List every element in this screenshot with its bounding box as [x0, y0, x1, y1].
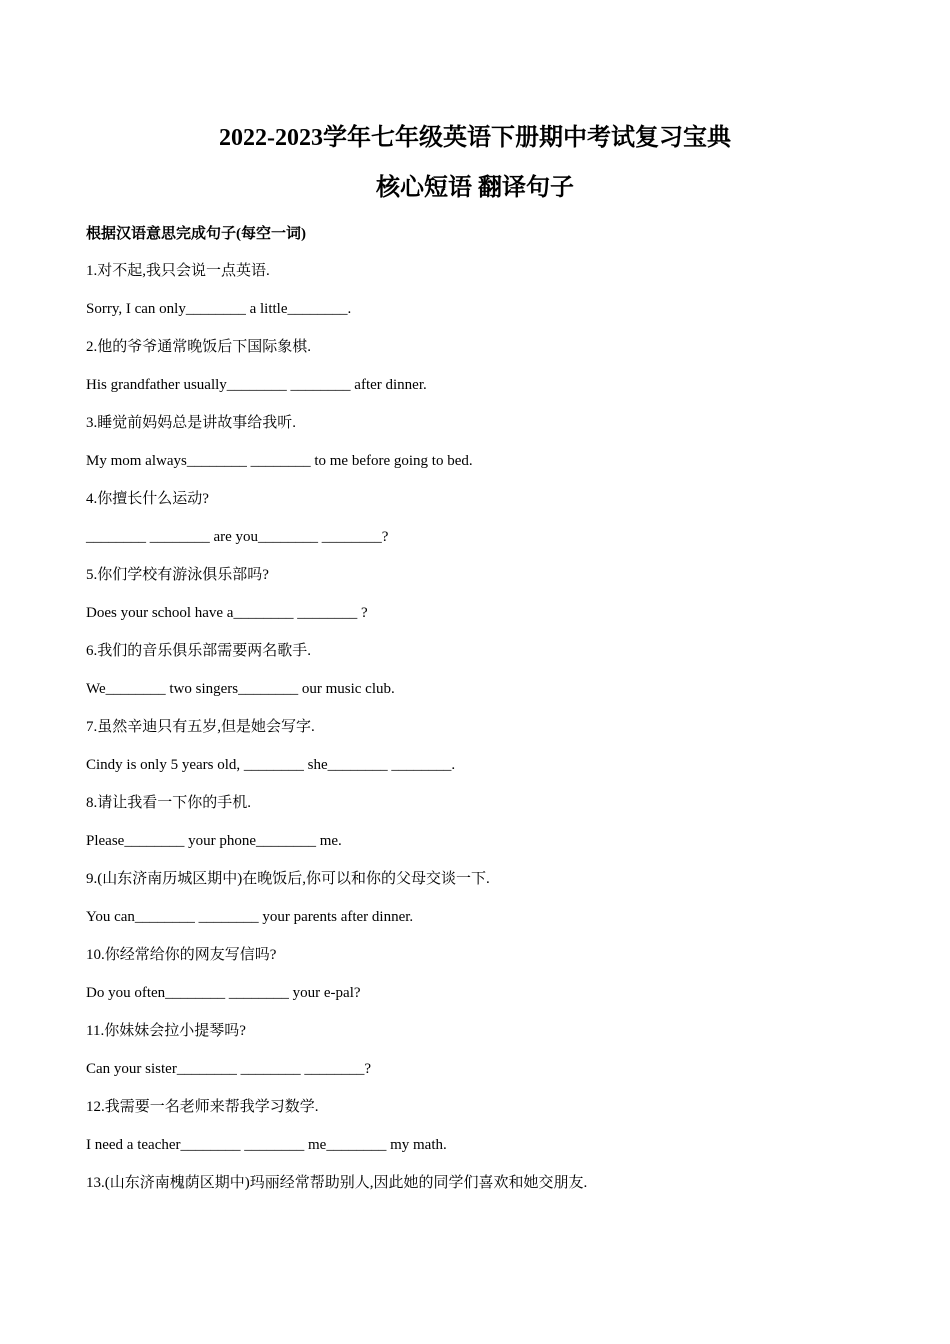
chinese-prompt: 13.(山东济南槐荫区期中)玛丽经常帮助别人,因此她的同学们喜欢和她交朋友. — [86, 1175, 588, 1191]
english-sentence: You can________ ________ your parents after dinner. — [86, 909, 414, 925]
exercise-item-7 — [86, 715, 876, 791]
english-sentence: We________ two singers________ our music club. — [86, 681, 395, 697]
chinese-prompt: 8.请让我看一下你的手机. — [86, 795, 252, 811]
exercise-item-2 — [86, 335, 876, 411]
chinese-prompt: 9.(山东济南历城区期中)在晚饭后,你可以和你的父母交谈一下. — [86, 871, 490, 887]
exercise-item-10 — [86, 943, 876, 1019]
english-sentence: Can your sister________ ________ ________? — [86, 1061, 371, 1077]
chinese-prompt: 1.对不起,我只会说一点英语. — [86, 263, 270, 279]
chinese-prompt: 7.虽然辛迪只有五岁,但是她会写字. — [86, 719, 315, 735]
chinese-prompt: 2.他的爷爷通常晚饭后下国际象棋. — [86, 339, 312, 355]
chinese-prompt: 10.你经常给你的网友写信吗? — [86, 947, 277, 963]
exercise-item-9 — [86, 867, 876, 943]
exercise-item-13 — [86, 1171, 876, 1209]
section-instruction: 根据汉语意思完成句子(每空一词) — [86, 226, 306, 242]
english-sentence: Sorry, I can only________ a little________. — [86, 301, 352, 317]
english-sentence: Do you often________ ________ your e-pal? — [86, 985, 361, 1001]
english-sentence: Please________ your phone________ me. — [86, 833, 342, 849]
english-sentence: My mom always________ ________ to me before going to bed. — [86, 453, 473, 469]
exercise-item-1 — [86, 259, 876, 335]
chinese-prompt: 11.你妹妹会拉小提琴吗? — [86, 1023, 246, 1039]
exercise-item-6 — [86, 639, 876, 715]
english-sentence: ________ ________ are you________ ________? — [86, 529, 389, 545]
document-title: 2022-2023学年七年级英语下册期中考试复习宝典 — [219, 125, 731, 151]
document-subtitle: 核心短语 翻译句子 — [376, 175, 574, 201]
chinese-prompt: 12.我需要一名老师来帮我学习数学. — [86, 1099, 319, 1115]
english-sentence: I need a teacher________ ________ me________ my math. — [86, 1137, 447, 1153]
exercise-item-11 — [86, 1019, 876, 1095]
chinese-prompt: 5.你们学校有游泳俱乐部吗? — [86, 567, 269, 583]
exercise-item-5 — [86, 563, 876, 639]
english-sentence: His grandfather usually________ ________ after dinner. — [86, 377, 427, 393]
chinese-prompt: 6.我们的音乐俱乐部需要两名歌手. — [86, 643, 312, 659]
chinese-prompt: 3.睡觉前妈妈总是讲故事给我听. — [86, 415, 297, 431]
exercise-item-3 — [86, 411, 876, 487]
exercise-item-12 — [86, 1095, 876, 1171]
exercise-item-4 — [86, 487, 876, 563]
chinese-prompt: 4.你擅长什么运动? — [86, 491, 209, 507]
exercise-item-8 — [86, 791, 876, 867]
exercise-list — [86, 259, 876, 1209]
english-sentence: Cindy is only 5 years old, ________ she________ ________. — [86, 757, 456, 773]
english-sentence: Does your school have a________ ________ ? — [86, 605, 368, 621]
